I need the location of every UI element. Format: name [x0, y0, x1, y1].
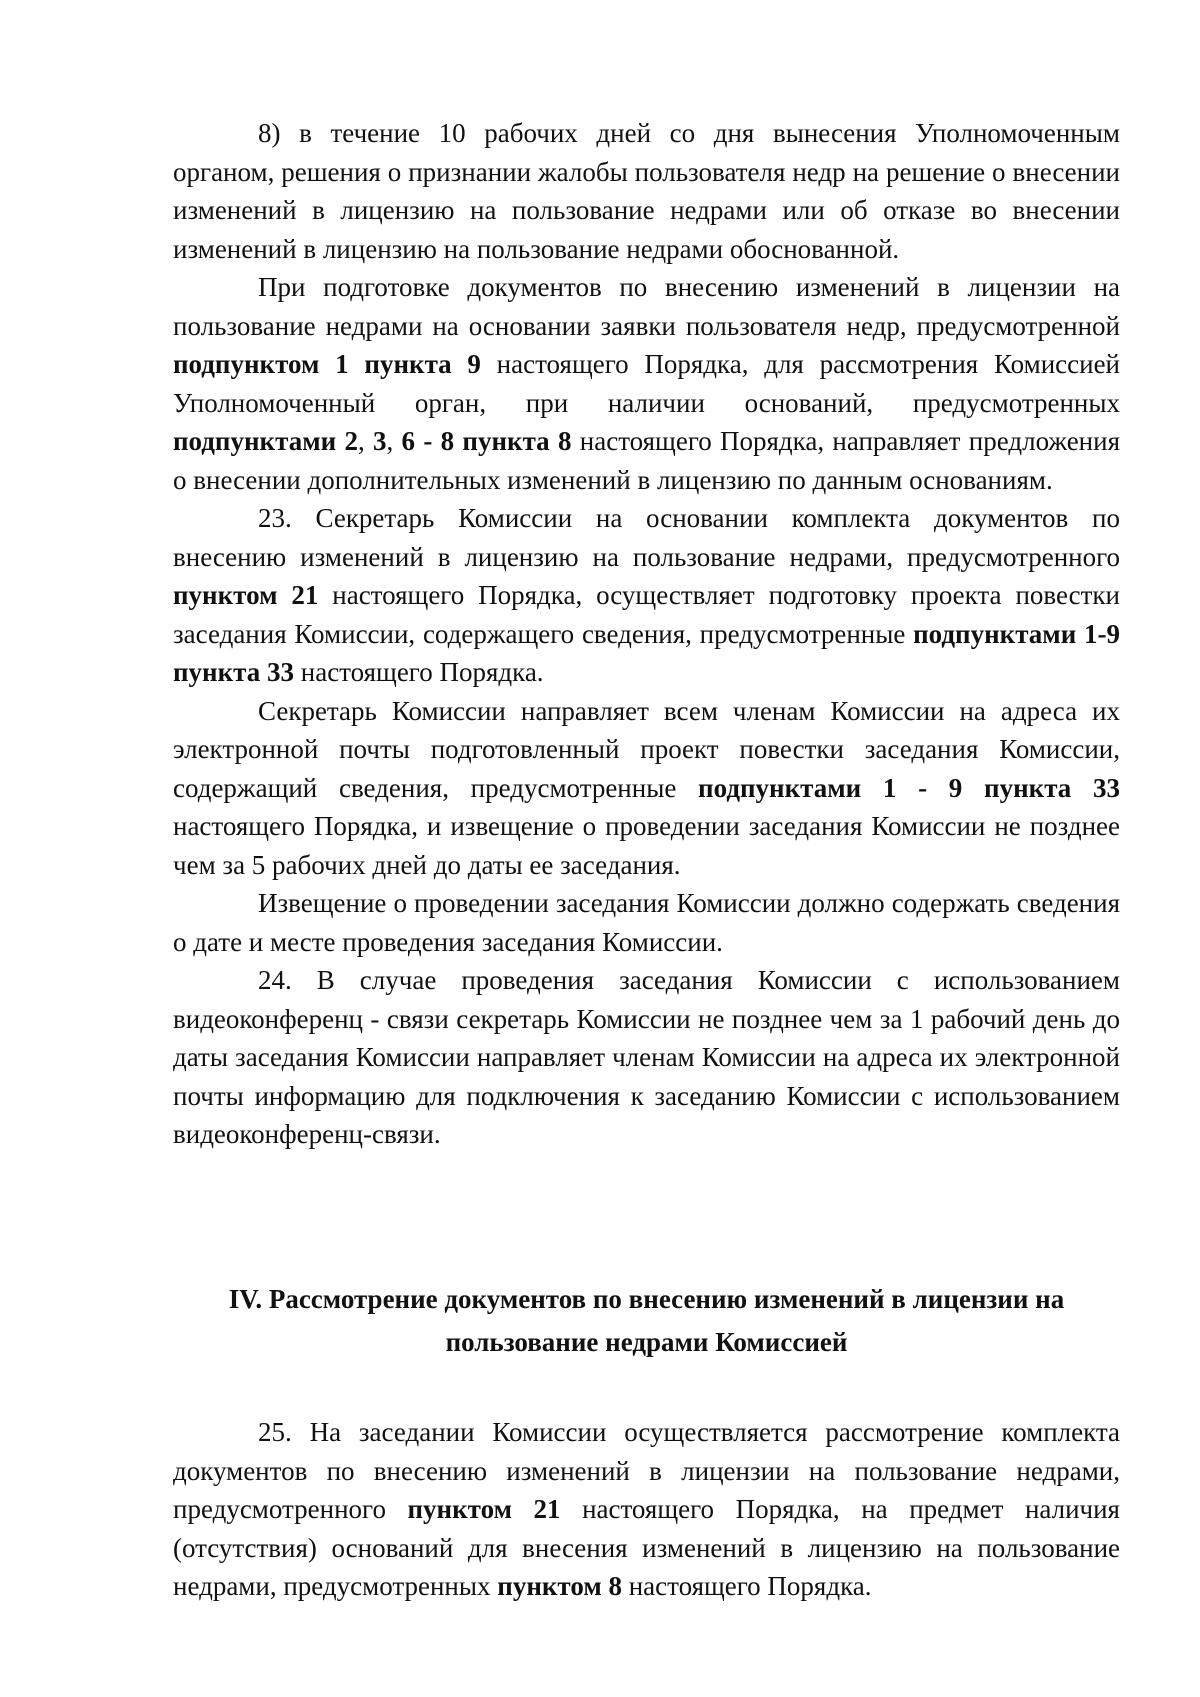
text-segment: настоящего Порядка, осуществляет подготовку проекта повестки заседания Комиссии, содержащего сведения, предусмотренные: [173, 580, 1120, 649]
text-segment: настоящего Порядка, для рассмотрения Комиссией Уполномоченный орган, при наличии оснований, предусмотренных: [173, 349, 1120, 418]
paragraph-preparation: [173, 268, 1120, 499]
text-segment: ,: [357, 426, 373, 456]
text-segment: 8) в течение 10 рабочих дней со дня вынесения Уполномоченным органом, решения о признании жалобы пользователя недр на решение о внесении изменений в лицензию на пользование недрами или об отказе во внесении изменений в лицензию на пользование недрами обоснованной.: [173, 118, 1120, 264]
paragraph-notice: [173, 884, 1120, 961]
bold-reference: подпунктом 1 пункта 9: [173, 349, 481, 379]
section-heading-line-2: пользование недрами Комиссией: [445, 1327, 848, 1357]
text-segment: ,: [386, 426, 402, 456]
bold-reference: пунктом 21: [407, 1494, 561, 1524]
text-segment: настоящего Порядка, на предмет наличия (отсутствия) оснований для внесения изменений в лицензию на пользование недрами, предусмотренных: [173, 1494, 1120, 1601]
bold-reference: подпунктами 1 - 9 пункта 33: [698, 772, 1120, 803]
bold-reference: 6 - 8 пункта 8: [401, 426, 572, 456]
text-segment: настоящего Порядка, и извещение о проведении заседания Комиссии не позднее чем за 5 рабочих дней до даты ее заседания.: [173, 811, 1120, 880]
bold-reference: пунктом 8: [497, 1571, 622, 1601]
text-segment: настоящего Порядка.: [621, 1571, 872, 1601]
bold-reference: подпунктами 1-9 пункта 33: [173, 618, 1121, 687]
text-segment: 25. На заседании Комиссии осуществляется рассмотрение комплекта документов по внесению изменений в лицензии на пользование недрами, предусмотренного: [173, 1417, 1120, 1524]
paragraph-secretary-sends: [173, 692, 1120, 885]
text-segment: Извещение о проведении заседания Комиссии должно содержать сведения о дате и месте проведения заседания Комиссии.: [173, 888, 1120, 957]
text-segment: настоящего Порядка, направляет предложения о внесении дополнительных изменений в лицензию по данным основаниям.: [173, 426, 1120, 495]
paragraph-24: [173, 961, 1120, 1154]
section-heading-iv: [173, 1278, 1120, 1364]
text-segment: При подготовке документов по внесению изменений в лицензии на пользование недрами на основании заявки пользователя недр, предусмотренной: [173, 272, 1120, 341]
paragraph-23: [173, 499, 1120, 692]
bold-reference: пунктом 21: [173, 580, 319, 610]
text-segment: 24. В случае проведения заседания Комиссии с использованием видеоконференц - связи секретарь Комиссии не позднее чем за 1 рабочий день до даты заседания Комиссии направляет членам Комиссии на адреса их электронной почты информацию для подключения к заседанию Комиссии с использованием видеоконференц-связи.: [173, 965, 1120, 1149]
body-text-section-2: [173, 1413, 1120, 1606]
bold-reference: 3: [373, 426, 387, 456]
text-segment: 23. Секретарь Комиссии на основании комплекта документов по внесению изменений в лицензию на пользование недрами, предусмотренного: [173, 503, 1120, 572]
paragraph-8-item: [173, 114, 1120, 268]
body-text-section-1: [173, 114, 1120, 1154]
text-segment: Секретарь Комиссии направляет всем членам Комиссии на адреса их электронной почты подготовленный проект повестки заседания Комиссии, содержащий сведения, предусмотренные: [173, 695, 1120, 803]
section-heading-line-1: IV. Рассмотрение документов по внесению изменений в лицензии на: [228, 1284, 1065, 1314]
text-segment: настоящего Порядка.: [294, 657, 544, 687]
bold-reference: подпунктами 2: [173, 426, 358, 456]
paragraph-25: [173, 1413, 1120, 1606]
